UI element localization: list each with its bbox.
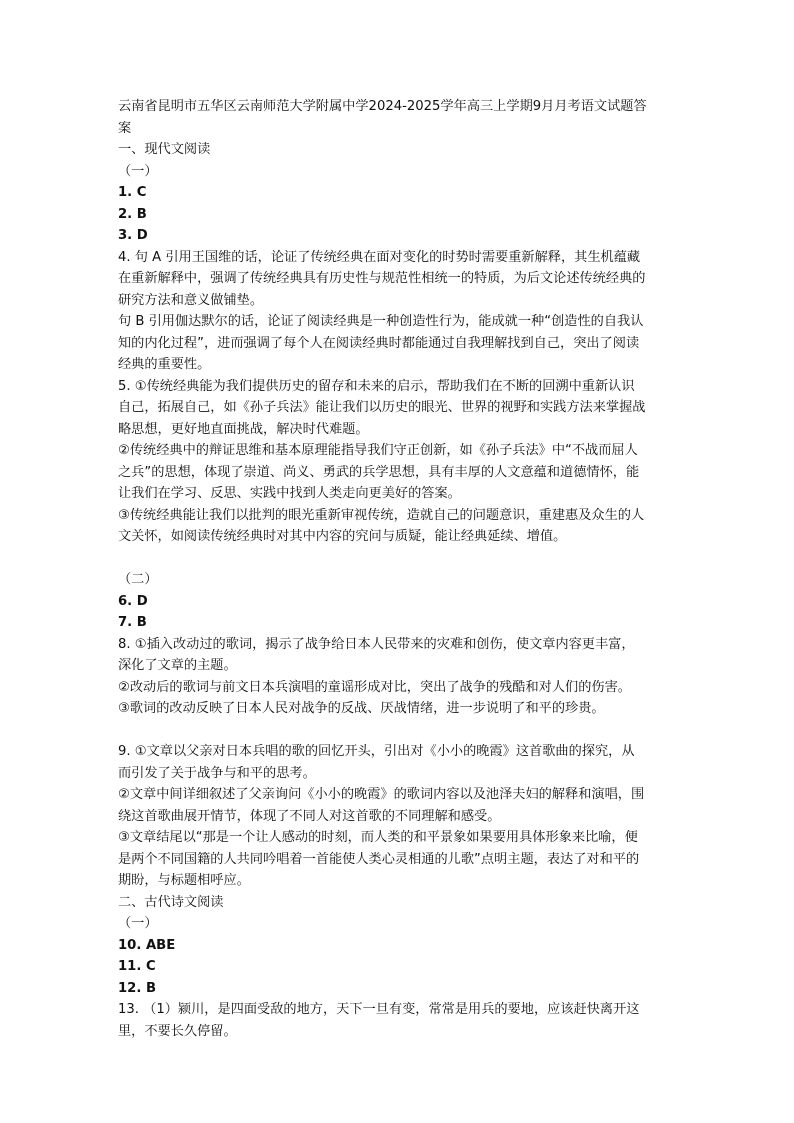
answer-4-line: 4. 句 A 引用王国维的话，论证了传统经典在面对变化的时势时需要重新解释，其生机蕴藏 [118, 249, 641, 265]
answer-9-line: ③文章结尾以“那是一个让人感动的时刻，而人类的和平景象如果要用具体形象来比喻，便 [118, 830, 638, 845]
answer-5-line: 文关怀，如阅读传统经典时对其中内容的究问与质疑，能让经典延续、增值。 [118, 529, 567, 544]
answer-6: 6. D [118, 593, 148, 609]
answer-5-line: 之兵”的思想，体现了崇道、尚义、勇武的兵学思想，具有丰厚的人文意蕴和道德情怀，能 [118, 464, 640, 480]
answer-4-line: 知的内化过程”，进而强调了每个人在阅读经典时都能通过自我理解找到自己，突出了阅读 [118, 335, 640, 351]
answer-document [118, 96, 678, 1042]
answer-8-line: 深化了文章的主题。 [118, 658, 237, 673]
part-label-1: （一） [118, 163, 158, 179]
answer-4-line: 经典的重要性。 [118, 357, 211, 372]
answer-7: 7. B [118, 615, 147, 630]
answer-13 [118, 999, 678, 1042]
part-label-3: （一） [118, 916, 158, 931]
answer-5-line: ②传统经典中的辩证思维和基本原理能指导我们守正创新，如《孙子兵法》中“不战而屈人 [118, 443, 638, 458]
answer-1: 1. C [118, 185, 147, 200]
answer-4-line: 句 B 引用伽达默尔的话，论证了阅读经典是一种创造性行为，能成就一种“创造性的自我认 [118, 314, 644, 329]
section-heading-classical-reading: 二、古代诗文阅读 [118, 894, 224, 910]
answer-5-line: 略思想，更好地直面挑战，解决时代难题。 [118, 421, 369, 437]
answer-5 [118, 376, 678, 548]
section-heading-modern-reading: 一、现代文阅读 [118, 142, 211, 157]
answer-4-line: 研究方法和意义做铺垫。 [118, 292, 264, 308]
answer-5-line: ③传统经典能让我们以批判的眼光重新审视传统，造就自己的问题意识，重建惠及众生的人 [118, 507, 645, 523]
answer-2: 2. B [118, 206, 147, 222]
answer-8-line: ②改动后的歌词与前文日本兵演唱的童谣形成对比，突出了战争的残酷和对人们的伤害。 [118, 679, 631, 695]
answer-3: 3. D [118, 228, 148, 243]
answer-9-line: ②文章中间详细叙述了父亲询问《小小的晚霞》的歌词内容以及池泽夫妇的解释和演唱，围 [118, 787, 645, 802]
answer-9-line: 而引发了关于战争与和平的思考。 [118, 765, 316, 781]
answer-8-line: 8. ①插入改动过的歌词，揭示了战争给日本人民带来的灾难和创伤，使文章内容更丰富， [118, 636, 635, 652]
blank-line [118, 720, 678, 742]
answer-11: 11. C [118, 959, 156, 974]
part-label-2: （二） [118, 572, 158, 587]
answer-5-line: 5. ①传统经典能为我们提供历史的留存和未来的启示，帮助我们在不断的回溯中重新认识 [118, 378, 635, 394]
answer-9-line: 9. ①文章以父亲对日本兵唱的歌的回忆开头，引出对《小小的晚霞》这首歌曲的探究，从 [118, 744, 635, 759]
document-title: 云南省昆明市五华区云南师范大学附属中学2024-2025学年高三上学期9月月考语文试题答 [118, 99, 647, 114]
answer-5-line: 让我们在学习、反思、实践中找到人类走向更美好的答案。 [118, 486, 461, 501]
answer-13-line: 13. （1）颍川，是四面受敌的地方，天下一旦有变，常常是用兵的要地，应该赶快离开这 [118, 1002, 640, 1017]
document-title-cont: 案 [118, 120, 132, 136]
answer-4-line: 在重新解释中，强调了传统经典具有历史性与规范性相统一的特质，为后文论述传统经典的 [118, 271, 646, 286]
answer-12: 12. B [118, 980, 157, 996]
answer-9-line: 是两个不同国籍的人共同吟唱着一首能使人类心灵相通的儿歌”点明主题，表达了对和平的 [118, 851, 640, 867]
answer-8-line: ③歌词的改动反映了日本人民对战争的反战、厌战情绪，进一步说明了和平的珍贵。 [118, 701, 605, 716]
answer-9-line: 绕这首歌曲展开情节，体现了不同人对这首歌的不同理解和感受。 [118, 808, 501, 824]
blank-line [118, 548, 678, 570]
answer-13-line: 里，不要长久停留。 [118, 1023, 237, 1039]
answer-4 [118, 247, 678, 376]
answer-10: 10. ABE [118, 937, 176, 953]
answer-9 [118, 741, 678, 892]
answer-5-line: 自己，拓展自己，如《孙子兵法》能让我们以历史的眼光、世界的视野和实践方法来掌握战 [118, 400, 646, 415]
answer-9-line: 期盼，与标题相呼应。 [118, 873, 250, 888]
answer-8 [118, 634, 678, 720]
